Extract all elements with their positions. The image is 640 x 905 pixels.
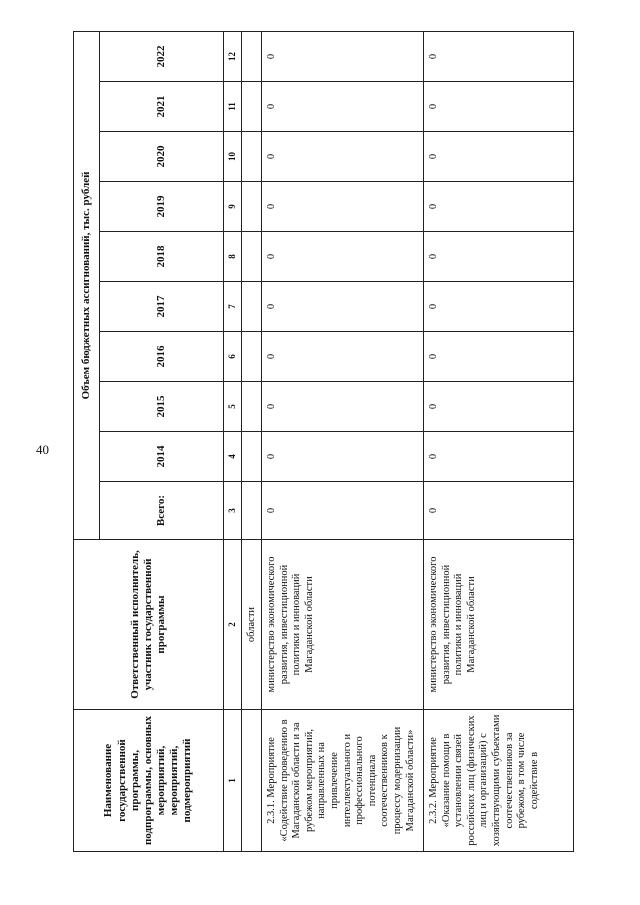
row-value (242, 382, 262, 432)
column-number: 5 (224, 382, 242, 432)
row-name: 2.3.2. Мероприятие «Оказание помощи в установлении связей российских лиц (физических лиц и организаций) с хозяйствующими субъектами соотечественников за рубежом, в том числе содействие в (424, 710, 574, 852)
row-total (242, 482, 262, 540)
header-budget: Объем бюджетных ассигнований, тыс. рублей (74, 31, 100, 539)
column-number: 8 (224, 232, 242, 282)
row-executor: области (242, 540, 262, 710)
header-year: 2020 (100, 132, 224, 182)
row-executor: министерство экономического развития, инвестиционной политики и инноваций Магаданской области (262, 540, 424, 710)
column-number: 2 (224, 540, 242, 710)
row-value: 0 (424, 332, 574, 382)
header-year: 2015 (100, 382, 224, 432)
row-value (242, 282, 262, 332)
row-value: 0 (424, 182, 574, 232)
row-value: 0 (424, 31, 574, 81)
budget-table (73, 31, 574, 852)
header-year: 2018 (100, 232, 224, 282)
row-value: 0 (424, 82, 574, 132)
header-year: 2021 (100, 82, 224, 132)
row-value: 0 (262, 382, 424, 432)
page-number: 40 (36, 442, 49, 457)
column-number: 12 (224, 31, 242, 81)
header-year: 2022 (100, 31, 224, 81)
row-name (242, 710, 262, 852)
row-value (242, 432, 262, 482)
row-value (242, 232, 262, 282)
row-value (242, 182, 262, 232)
column-number: 4 (224, 432, 242, 482)
row-value: 0 (424, 232, 574, 282)
row-value (242, 132, 262, 182)
row-value: 0 (424, 382, 574, 432)
column-number: 10 (224, 132, 242, 182)
column-number: 7 (224, 282, 242, 332)
row-value: 0 (262, 232, 424, 282)
table-row (262, 31, 424, 851)
row-value: 0 (262, 132, 424, 182)
row-value: 0 (424, 432, 574, 482)
header-year: 2016 (100, 332, 224, 382)
column-number: 3 (224, 482, 242, 540)
row-executor: министерство экономического развития, инвестиционной политики и инноваций Магаданской области (424, 540, 574, 710)
column-number: 1 (224, 710, 242, 852)
column-number: 6 (224, 332, 242, 382)
header-total: Всего: (100, 482, 224, 540)
row-value: 0 (262, 82, 424, 132)
row-value: 0 (424, 282, 574, 332)
row-value: 0 (262, 282, 424, 332)
row-value (242, 31, 262, 81)
header-name: Наименование государственной программы, подпрограммы, основных мероприятий, мероприятий, подмероприятий (74, 710, 224, 852)
header-year: 2017 (100, 282, 224, 332)
table-row (242, 31, 262, 851)
row-value: 0 (262, 332, 424, 382)
row-value (242, 332, 262, 382)
column-number: 11 (224, 82, 242, 132)
row-value: 0 (424, 132, 574, 182)
row-value: 0 (262, 432, 424, 482)
row-name: 2.3.1. Мероприятие «Содействие проведению в Магаданской области и за рубежом мероприятий, направленных на привлечение интеллектуального и профессионального потенциала соотечественников к процессу модернизации Магаданской области» (262, 710, 424, 852)
row-value: 0 (262, 182, 424, 232)
row-total: 0 (424, 482, 574, 540)
table-row (424, 31, 574, 851)
header-year: 2014 (100, 432, 224, 482)
column-number: 9 (224, 182, 242, 232)
rotated-table-container (73, 32, 633, 852)
row-total: 0 (262, 482, 424, 540)
row-value: 0 (262, 31, 424, 81)
header-executor: Ответственный исполнитель, участник государственной программы (74, 540, 224, 710)
header-year: 2019 (100, 182, 224, 232)
row-value (242, 82, 262, 132)
